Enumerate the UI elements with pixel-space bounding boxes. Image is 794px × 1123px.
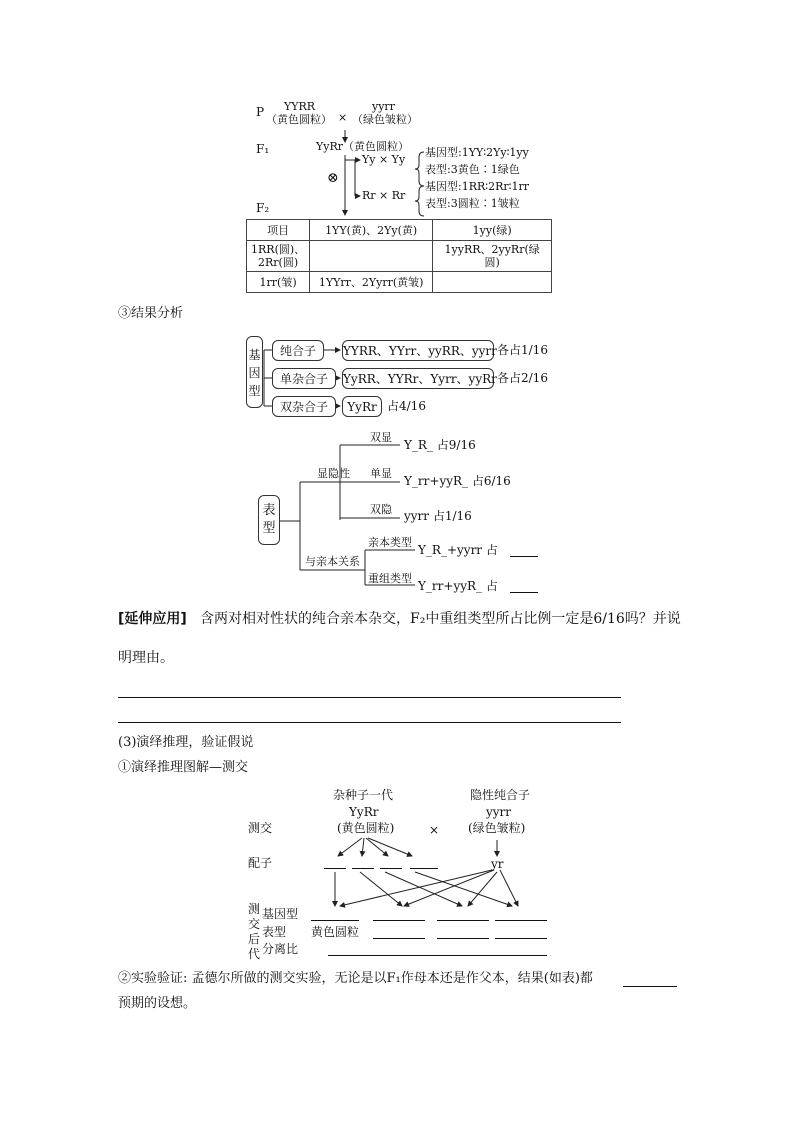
single-dom-label: 单显 [370,467,392,480]
rr-phenotype: 表型:3圆粒∶1皱粒 [425,197,520,210]
pure-label: 纯合子 [272,340,324,361]
parent-type-label: 亲本类型 [368,536,412,549]
phenotype-blank-2[interactable] [373,938,425,939]
recessive-title: 隐性纯合子 [470,788,531,802]
double-label: 双杂合子 [272,396,336,417]
genotype-blank-3[interactable] [437,920,489,921]
extension-text-line1: 含两对相对性状的纯合亲本杂交，F₂中重组类型所占比例一定是6/16吗？并说 [200,611,681,627]
row-ratio-label: 分离比 [262,942,299,956]
yy-cross: Yy × Yy [362,153,406,166]
verification-blank[interactable] [623,986,677,987]
extension-tag: [延伸应用] [118,611,187,627]
table-cell: 项目 [247,220,310,241]
row-phenotype-label: 表型 [262,925,287,939]
both-rec-value: yyrr 占1/16 [404,509,472,523]
rr-cross: Rr × Rr [362,189,406,202]
testcross-label: 测交 [248,821,273,835]
phenotype-root: 表型 [258,495,280,545]
gamete-label: 配子 [248,856,273,870]
recomb-type-value: Y_rr+yyR_ 占 [418,579,498,593]
offspring-char-4: 代 [248,947,261,961]
recomb-type-blank[interactable] [510,592,538,593]
p-label: P [256,105,265,119]
parent-type-blank[interactable] [510,556,538,557]
double-ratio: 占4/16 [387,399,426,413]
answer-line-1[interactable] [118,697,621,698]
table-row [247,241,552,272]
dominance-label: 显隐性 [317,467,350,480]
table-cell: 1YY(黄)、2Yy(黄) [310,220,433,241]
offspring-char-2: 交 [248,917,261,931]
hybrid-phenotype: (黄色圆粒) [337,821,395,835]
both-rec-label: 双隐 [370,503,392,516]
table-row [247,272,552,293]
table-cell: 1RR(圆)、2Rr(圆) [247,241,310,272]
rr-genotype: 基因型:1RR∶2Rr∶1rr [425,180,530,193]
p1-phenotype: （黄色圆粒） [266,113,332,126]
pure-items: YYRR、YYrr、yyRR、yyrr [342,340,494,361]
gamete-blank-4[interactable] [410,868,438,869]
parent-relation-label: 与亲本关系 [305,555,360,568]
f1-text: YyRr（黄色圆粒） [316,140,410,153]
extension-text-line2: 明理由。 [118,650,174,666]
table-cell: 1YYrr、2Yyrr(黄皱) [310,272,433,293]
single-dom-value: Y_rr+yyR_ 占6/16 [404,474,511,488]
gamete-blank-1[interactable] [324,868,346,869]
double-items: YyRr [342,396,382,417]
offspring-char-1: 测 [248,902,261,916]
table-cell: 1rr(皱) [247,272,310,293]
hybrid-title: 杂种子一代 [333,788,394,802]
genotype-root: 基因型 [246,336,263,408]
answer-line-2[interactable] [118,722,621,723]
phenotype-blank-4[interactable] [495,938,547,939]
offspring-char-3: 后 [248,932,261,946]
genotype-blank-2[interactable] [373,920,425,921]
self-cross-icon: ⊗ [327,170,339,186]
pure-ratio: 各占1/16 [497,343,548,357]
gamete-blank-3[interactable] [380,868,402,869]
f1-label: F₁ [256,142,270,156]
genotype-blank-1[interactable] [311,920,359,921]
yy-phenotype: 表型:3黄色∶1绿色 [425,163,520,176]
single-label: 单杂合子 [272,368,336,389]
both-dom-value: Y_R_ 占9/16 [404,438,476,452]
first-phenotype: 黄色圆粒 [311,925,360,939]
phenotype-blank-3[interactable] [437,938,489,939]
yy-genotype: 基因型:1YY∶2Yy∶1yy [425,146,529,159]
p2-phenotype: （绿色皱粒） [352,113,418,126]
table-cell: 1yy(绿) [433,220,552,241]
recomb-type-label: 重组类型 [368,572,412,585]
f2-table [246,219,552,293]
section3-sub1: ①演绎推理图解—测交 [118,760,249,775]
recessive-phenotype: (绿色皱粒) [468,821,526,835]
analysis-title: ③结果分析 [118,306,184,321]
ratio-blank[interactable] [328,955,547,956]
recessive-genotype: yyrr [486,805,512,819]
single-ratio: 各占2/16 [497,371,548,385]
verification-line2: 预期的设想。 [118,996,197,1011]
recessive-gamete: yr [491,857,504,871]
parent-type-value: Y_R_+yyrr 占 [418,543,498,557]
verification-line1: ②实验验证: 孟德尔所做的测交实验，无论是以F₁作母本还是作父本，结果(如表)都 [118,971,593,986]
cross-symbol: × [338,111,348,124]
p2-genotype: yyrr [372,100,395,113]
table-cell: 1yyRR、2yyRr(绿圆) [433,241,552,272]
section3-title: (3)演绎推理，验证假说 [118,735,254,750]
f2-label: F₂ [256,201,270,215]
gamete-blank-2[interactable] [352,868,374,869]
both-dom-label: 双显 [370,431,392,444]
table-cell [310,241,433,272]
genotype-blank-4[interactable] [495,920,547,921]
p1-genotype: YYRR [284,100,316,113]
single-items: YyRR、YYRr、Yyrr、yyRr [342,368,494,389]
hybrid-genotype: YyRr [349,805,379,819]
testcross-times: × [429,823,440,837]
table-cell [433,272,552,293]
row-genotype-label: 基因型 [262,907,299,921]
table-row [247,220,552,241]
